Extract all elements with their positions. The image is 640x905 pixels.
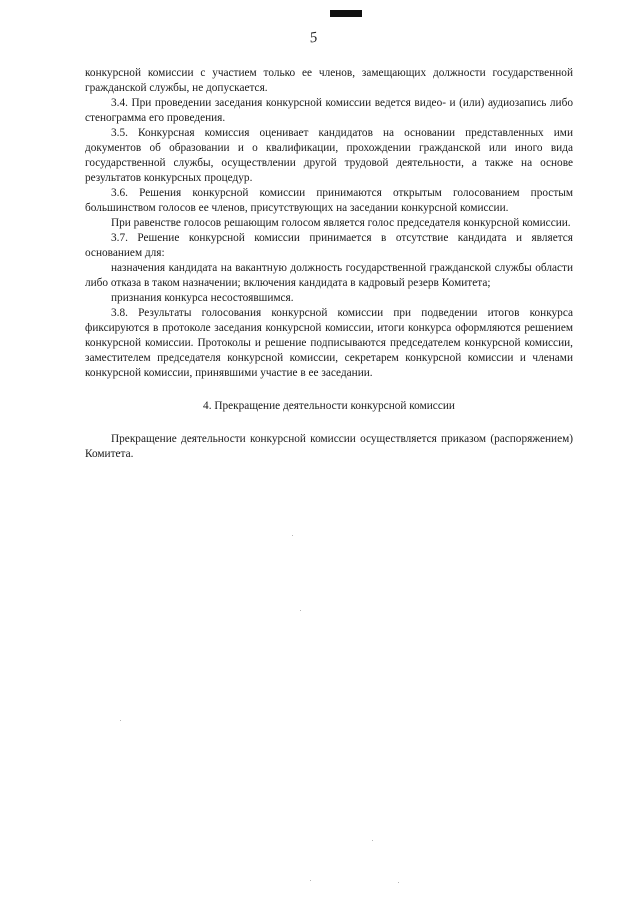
scan-speck bbox=[398, 882, 399, 883]
paragraph-appointment: назначения кандидата на вакантную должность государственной гражданской службы области либо отказа в таком назначении; включения кандидата в кадровый резерв Комитета; bbox=[85, 262, 573, 289]
scan-speck bbox=[300, 610, 301, 611]
page-number: 5 bbox=[308, 29, 319, 47]
paragraph-3-5: 3.5. Конкурсная комиссия оценивает кандидатов на основании представленных ими документов об образовании и о квалификации, прохождении гражданской или иного вида государственной службы, осуществлении другой трудовой деятельности, а также на основе результатов конкурсных процедур. bbox=[85, 127, 573, 184]
redaction-mark bbox=[330, 10, 362, 17]
scan-speck bbox=[292, 535, 293, 536]
paragraph-3-6: 3.6. Решения конкурсной комиссии принимаются открытым голосованием простым большинством голосов ее членов, присутствующих на заседании конкурсной комиссии. bbox=[85, 187, 573, 214]
section-4-heading: 4. Прекращение деятельности конкурсной комиссии bbox=[203, 400, 455, 412]
scan-speck bbox=[120, 720, 121, 721]
section-4-text: Прекращение деятельности конкурсной комиссии осуществляется приказом (распоряжением) Комитета. bbox=[85, 433, 573, 460]
scan-speck bbox=[372, 840, 373, 841]
scan-speck bbox=[310, 880, 311, 881]
paragraph-continuation: конкурсной комиссии с участием только ее членов, замещающих должности государственной гражданской службы, не допускается. bbox=[85, 67, 573, 94]
paragraph-tie-vote: При равенстве голосов решающим голосом является голос председателя конкурсной комиссии. bbox=[111, 217, 571, 229]
paragraph-void-contest: признания конкурса несостоявшимся. bbox=[111, 292, 294, 304]
paragraph-3-8: 3.8. Результаты голосования конкурсной комиссии при подведении итогов конкурса фиксируются в протоколе заседания конкурсной комиссии, итоги конкурса оформляются решением конкурсной комиссии. Протоколы и решение подписываются председателем конкурсной комиссии, заместителем председателя конкурсной комиссии, секретарем конкурсной комиссии и членами конкурсной комиссии, принявшими участие в ее заседании. bbox=[85, 307, 573, 379]
paragraph-3-7: 3.7. Решение конкурсной комиссии принимается в отсутствие кандидата и является основанием для: bbox=[85, 232, 573, 259]
paragraph-3-4: 3.4. При проведении заседания конкурсной комиссии ведется видео- и (или) аудиозапись либо стенограмма его проведения. bbox=[85, 97, 573, 124]
document-body bbox=[85, 66, 573, 462]
